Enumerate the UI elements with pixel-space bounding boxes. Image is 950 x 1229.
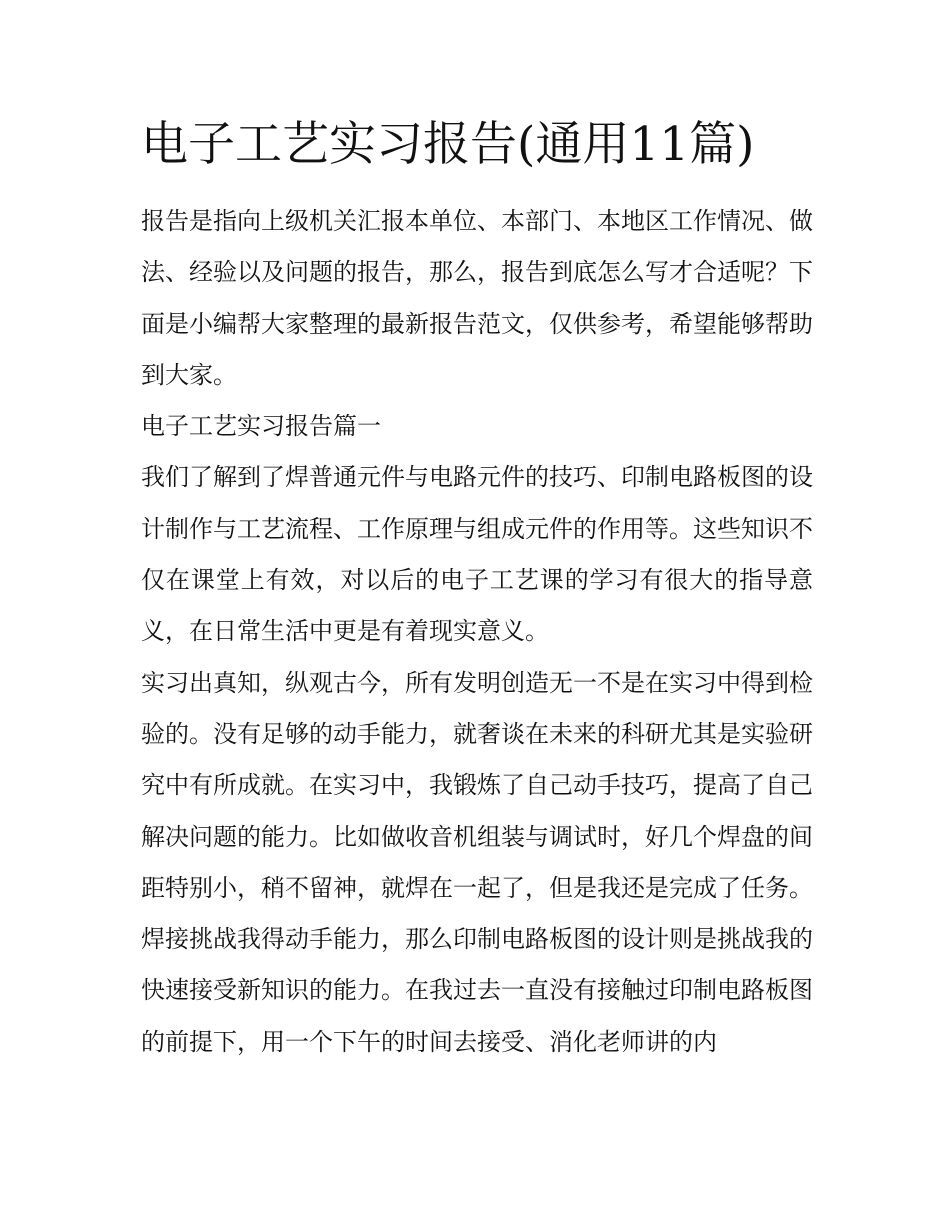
document-body [141, 196, 813, 1068]
body-paragraph-2: 实习出真知，纵观古今，所有发明创造无一不是在实习中得到检验的。没有足够的动手能力，就奢谈在未来的科研尤其是实验研究中有所成就。在实习中，我锻炼了自己动手技巧，提高了自己解决问题的能力。比如做收音机组装与调试时，好几个焊盘的间距特别小，稍不留神，就焊在一起了，但是我还是完成了任务。 [141, 668, 813, 902]
body-paragraph-1: 我们了解到了焊普通元件与电路元件的技巧、印制电路板图的设计制作与工艺流程、工作原理与组成元件的作用等。这些知识不仅在课堂上有效，对以后的电子工艺课的学习有很大的指导意义，在日常生活中更是有着现实意义。 [141, 463, 813, 646]
intro-paragraph: 报告是指向上级机关汇报本单位、本部门、本地区工作情况、做法、经验以及问题的报告，那么，报告到底怎么写才合适呢？下面是小编帮大家整理的最新报告范文，仅供参考，希望能够帮助到大家。 [141, 207, 813, 389]
body-paragraph-3: 焊接挑战我得动手能力，那么印制电路板图的设计则是挑战我的快速接受新知识的能力。在我过去一直没有接触过印制电路板图的前提下，用一个下午的时间去接受、消化老师讲的内 [141, 925, 813, 1056]
section-heading: 电子工艺实习报告篇一 [141, 412, 381, 441]
document-title: 电子工艺实习报告(通用11篇) [141, 117, 755, 172]
